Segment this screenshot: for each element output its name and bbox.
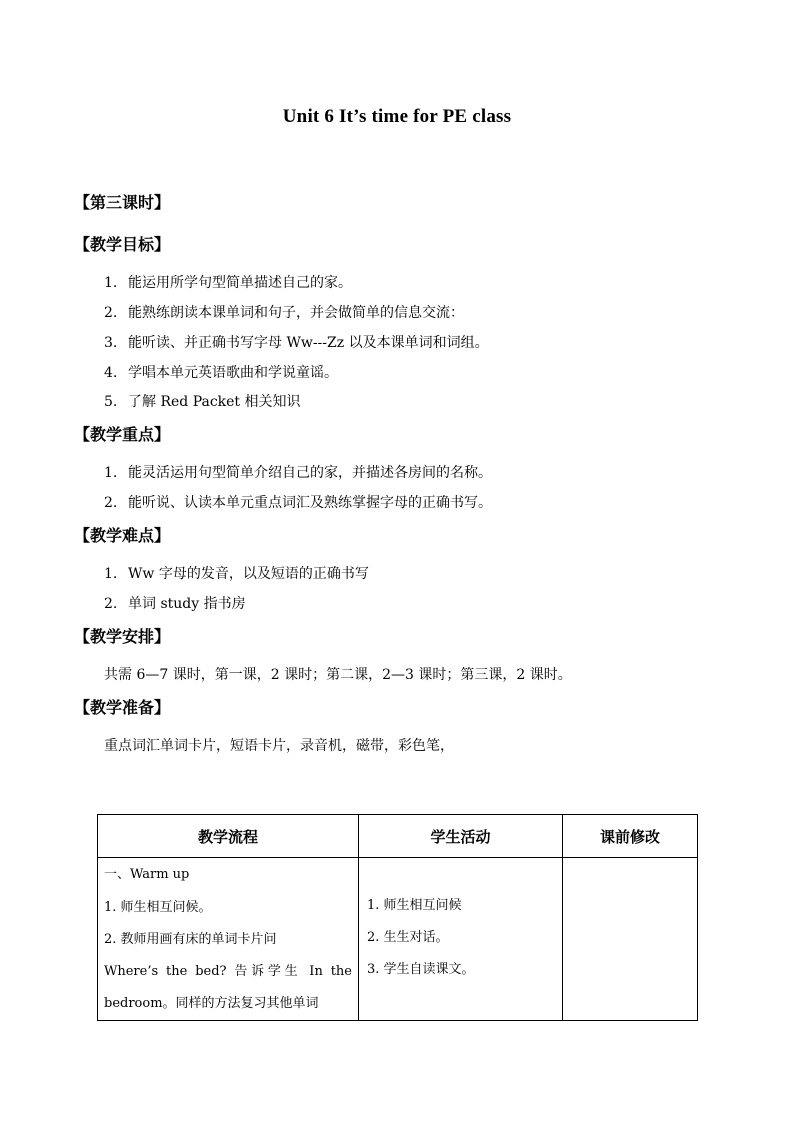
objective-item — [104, 273, 352, 293]
item-text: 能运用所学句型简单描述自己的家。 — [128, 275, 352, 291]
lesson-plan-table — [97, 814, 698, 1021]
activities-cell — [359, 858, 563, 1021]
objectives-heading: 【教学目标】 — [74, 235, 171, 254]
item-number: 2. — [104, 495, 118, 511]
process-line: 一、Warm up — [104, 867, 190, 882]
item-number: 3. — [104, 335, 118, 351]
objective-item — [104, 363, 338, 383]
table-header-row — [98, 815, 698, 858]
item-number: 2. — [104, 305, 118, 321]
objective-item — [104, 392, 301, 412]
item-number: 2. — [104, 596, 118, 612]
item-number: 1. — [104, 465, 118, 481]
schedule-text: 共需 6—7 课时，第一课，2 课时；第二课，2—3 课时；第三课，2 课时。 — [104, 667, 572, 683]
item-text: 能听说、认读本单元重点词汇及熟练掌握字母的正确书写。 — [128, 495, 492, 511]
item-text: 单词 study 指书房 — [128, 596, 246, 612]
item-text: 能听读、并正确书写字母 Ww---Zz 以及本课单词和词组。 — [128, 335, 489, 351]
item-text: 能熟练朗读本课单词和句子，并会做简单的信息交流： — [128, 305, 464, 321]
page-title: Unit 6 It’s time for PE class — [282, 106, 512, 127]
difficulty-item — [104, 594, 246, 614]
activity-line: 3. 学生自读课文。 — [367, 962, 475, 977]
preparation-heading: 【教学准备】 — [74, 698, 171, 717]
activity-line: 2. 生生对话。 — [367, 930, 449, 945]
item-text: 学唱本单元英语歌曲和学说童谣。 — [128, 365, 338, 381]
process-cell — [98, 858, 359, 1021]
revision-cell[interactable] — [563, 858, 698, 1021]
process-line: Where’s the bed? 告诉学生 In the — [104, 964, 352, 979]
key-point-item — [104, 493, 492, 513]
item-number: 1. — [104, 275, 118, 291]
difficulties-heading: 【教学难点】 — [74, 526, 171, 545]
schedule-heading: 【教学安排】 — [74, 627, 171, 646]
item-text: Ww 字母的发音，以及短语的正确书写 — [128, 566, 369, 582]
difficulty-item — [104, 564, 369, 584]
item-number: 1. — [104, 566, 118, 582]
key-points-heading: 【教学重点】 — [74, 425, 171, 444]
header-revision: 课前修改 — [563, 815, 698, 858]
item-text: 能灵活运用句型简单介绍自己的家，并描述各房间的名称。 — [128, 465, 492, 481]
preparation-text: 重点词汇单词卡片，短语卡片，录音机，磁带，彩色笔， — [104, 738, 454, 754]
lesson-heading: 【第三课时】 — [74, 193, 171, 212]
key-point-item — [104, 463, 492, 483]
header-process: 教学流程 — [98, 815, 359, 858]
item-text: 了解 Red Packet 相关知识 — [128, 394, 301, 410]
process-line: bedroom。同样的方法复习其他单词 — [104, 996, 319, 1011]
objective-item — [104, 303, 464, 323]
item-number: 5. — [104, 394, 118, 410]
header-activities: 学生活动 — [359, 815, 563, 858]
process-line: 1. 师生相互问候。 — [104, 900, 212, 915]
table-row — [98, 858, 698, 1021]
item-number: 4. — [104, 365, 118, 381]
objective-item — [104, 333, 489, 353]
activity-line: 1. 师生相互问候 — [367, 898, 462, 913]
process-line: 2. 教师用画有床的单词卡片问 — [104, 932, 277, 947]
